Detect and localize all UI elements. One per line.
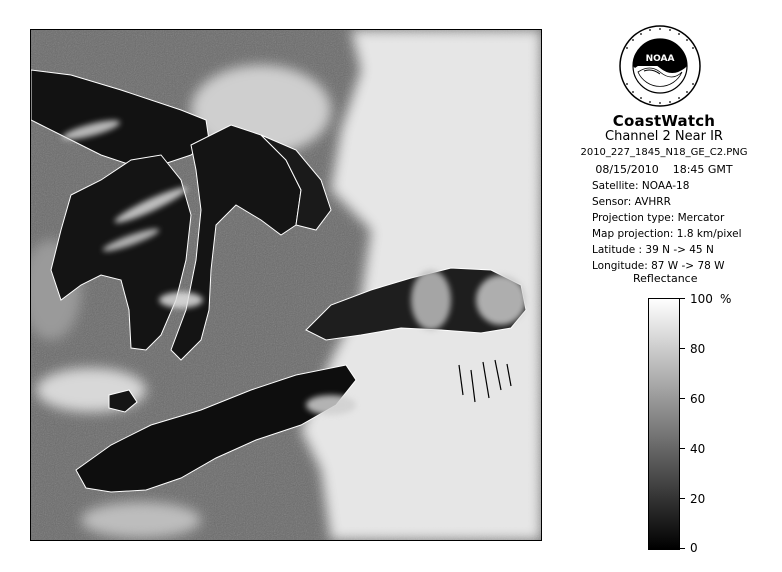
colorbar-tick-label: 80: [690, 342, 706, 356]
colorbar-tick: [680, 498, 685, 499]
colorbar-tick-label: 20: [690, 492, 706, 506]
colorbar-tick-label: 60: [690, 392, 706, 406]
colorbar-unit: %: [720, 292, 732, 306]
colorbar-tick: [680, 398, 685, 399]
colorbar-tick: [680, 348, 685, 349]
reflectance-colorbar: [648, 298, 680, 550]
longitude-label: Longitude: 87 W -> 78 W: [592, 260, 725, 272]
satellite-label: Satellite: NOAA-18: [592, 180, 690, 192]
satellite-image: [30, 29, 542, 541]
filename-label: 2010_227_1845_N18_GE_C2.PNG: [580, 147, 748, 158]
colorbar-tick-label: 40: [690, 442, 706, 456]
map-projection-label: Map projection: 1.8 km/pixel: [592, 228, 742, 240]
noaa-emblem-icon: [618, 24, 702, 108]
projection-type-label: Projection type: Mercator: [592, 212, 725, 224]
colorbar-tick: [680, 298, 685, 299]
satellite-map: [31, 30, 541, 540]
colorbar-tick-label: 0: [690, 541, 698, 555]
colorbar-tick: [680, 548, 685, 549]
sensor-label: Sensor: AVHRR: [592, 196, 671, 208]
channel-label: Channel 2 Near IR: [605, 129, 723, 144]
product-title: CoastWatch: [612, 112, 716, 130]
datetime-label: 08/15/2010 18:45 GMT: [595, 163, 733, 176]
noaa-logo-text: NOAA: [645, 54, 675, 64]
colorbar-title: Reflectance: [633, 272, 698, 285]
colorbar-tick-label: 100: [690, 292, 713, 306]
latitude-label: Latitude : 39 N -> 45 N: [592, 244, 714, 256]
noaa-logo: [618, 24, 702, 108]
colorbar-tick: [680, 448, 685, 449]
